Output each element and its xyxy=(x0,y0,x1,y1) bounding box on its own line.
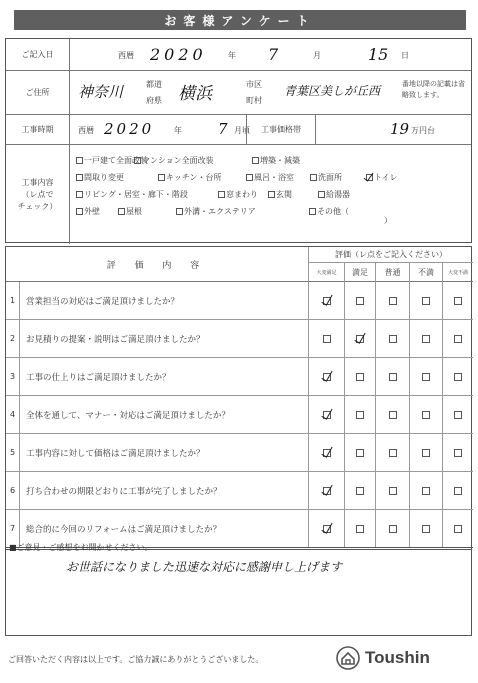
work-item xyxy=(218,189,258,200)
house-icon xyxy=(336,646,360,670)
rating-checkbox[interactable] xyxy=(389,373,397,381)
work-item xyxy=(158,172,221,183)
rating-checkbox[interactable] xyxy=(389,411,397,419)
period-month-value: 7 xyxy=(218,120,228,138)
address-prefecture: 神奈川 xyxy=(78,83,124,101)
rating-checkbox[interactable] xyxy=(454,411,462,419)
work-item-label: リビング・居室・廊下・階段 xyxy=(84,190,188,199)
work-item-checkbox[interactable] xyxy=(134,157,141,164)
question-number: 5 xyxy=(6,434,20,471)
rating-cell xyxy=(375,396,409,433)
work-label-line-2: （レ点で xyxy=(21,189,54,199)
rating-cell xyxy=(308,320,344,357)
address-row xyxy=(6,71,471,115)
option-header: 大変不満 xyxy=(442,263,473,282)
rating-checkbox[interactable] xyxy=(454,487,462,495)
rating-checkbox[interactable] xyxy=(389,487,397,495)
rating-cell xyxy=(442,472,473,509)
rating-checkbox[interactable] xyxy=(389,449,397,457)
rating-cell xyxy=(409,320,442,357)
work-item-checkbox[interactable] xyxy=(309,208,316,215)
date-day-value: 15 xyxy=(368,45,389,64)
work-row xyxy=(6,145,471,244)
option-header: 満足 xyxy=(344,263,375,282)
work-item-label: 外溝・エクステリア xyxy=(184,207,256,216)
rating-cell xyxy=(409,396,442,433)
rating-checkbox[interactable] xyxy=(356,449,364,457)
rating-checkbox[interactable] xyxy=(323,297,331,305)
content-header: 評 価 内 容 xyxy=(106,261,208,271)
work-item-checkbox[interactable] xyxy=(76,157,83,164)
rating-checkbox[interactable] xyxy=(422,373,430,381)
address-city: 横浜 xyxy=(178,84,212,104)
work-other-close: ） xyxy=(384,216,392,225)
work-label xyxy=(6,145,70,244)
info-table xyxy=(5,38,472,243)
work-item-checkbox[interactable] xyxy=(76,208,83,215)
company-logo xyxy=(336,646,430,670)
rating-checkbox[interactable] xyxy=(454,335,462,343)
work-item-label: その他（ xyxy=(317,207,349,216)
rating-cell xyxy=(442,282,473,319)
period-year-value: 2020 xyxy=(104,120,155,138)
question-text: 工事内容に対して価格はご満足頂けましたか？ xyxy=(26,448,205,459)
address-pref-unit-2: 府県 xyxy=(146,96,162,105)
rating-checkbox[interactable] xyxy=(422,525,430,533)
rating-cell xyxy=(442,396,473,433)
option-header: 大変満足 xyxy=(308,263,344,282)
work-item-checkbox[interactable] xyxy=(176,208,183,215)
work-item-checkbox[interactable] xyxy=(318,191,325,198)
rating-checkbox[interactable] xyxy=(389,297,397,305)
work-item xyxy=(246,172,294,183)
work-item-label: 風呂・浴室 xyxy=(254,173,294,182)
rating-checkbox[interactable] xyxy=(454,373,462,381)
work-item xyxy=(318,189,350,200)
rating-cell xyxy=(308,282,344,319)
question-number: 7 xyxy=(6,510,20,547)
question-text: 営業担当の対応はご満足頂けましたか？ xyxy=(26,296,180,307)
work-item xyxy=(252,155,300,166)
date-year-value: 2020 xyxy=(150,45,207,64)
rating-cell xyxy=(409,434,442,471)
work-item-label: 洗面所 xyxy=(318,173,342,182)
question-text: 総合的に今回のリフォームはご満足頂けましたか？ xyxy=(26,524,222,535)
work-item-label: 外壁 xyxy=(84,207,100,216)
rating-cell xyxy=(308,472,344,509)
rating-cell xyxy=(344,396,375,433)
option-header: 普通 xyxy=(375,263,409,282)
rating-cell xyxy=(308,396,344,433)
rating-checkbox[interactable] xyxy=(356,335,364,343)
question-text: 工事の仕上りはご満足頂けましたか？ xyxy=(26,372,171,383)
rating-checkbox[interactable] xyxy=(422,297,430,305)
price-value: 19 xyxy=(390,120,410,138)
comment-text: お世話になりました迅速な対応に感謝申し上げます xyxy=(66,560,343,574)
work-item xyxy=(76,206,100,217)
work-item xyxy=(76,172,124,183)
work-item-label: マンション全面改装 xyxy=(142,156,214,165)
rating-cell xyxy=(442,320,473,357)
rating-checkbox[interactable] xyxy=(389,335,397,343)
price-unit: 万円台 xyxy=(411,126,435,135)
work-item-checkbox[interactable] xyxy=(218,191,225,198)
question-number: 1 xyxy=(6,282,20,319)
rating-cell xyxy=(375,282,409,319)
period-era: 西暦 xyxy=(78,126,94,135)
rating-checkbox[interactable] xyxy=(454,525,462,533)
question-text: 打ち合わせの期限どおりに工事が完了しましたか？ xyxy=(26,486,222,497)
rating-cell xyxy=(344,282,375,319)
rating-checkbox[interactable] xyxy=(323,487,331,495)
rating-checkbox[interactable] xyxy=(323,411,331,419)
work-item xyxy=(176,206,256,217)
date-month-value: 7 xyxy=(268,45,279,64)
address-city-unit-1: 市区 xyxy=(246,80,262,89)
question-number: 6 xyxy=(6,472,20,509)
rating-checkbox[interactable] xyxy=(356,297,364,305)
work-label-line-3: チェック） xyxy=(17,201,58,211)
rating-checkbox[interactable] xyxy=(389,525,397,533)
page-title: お客様アンケート xyxy=(14,10,466,30)
work-item xyxy=(134,155,214,166)
period-row xyxy=(6,115,471,145)
date-row xyxy=(6,39,471,71)
work-item-label: 一戸建て全面改装 xyxy=(84,156,148,165)
rating-cell xyxy=(344,434,375,471)
work-item xyxy=(118,206,142,217)
evaluation-row xyxy=(6,358,473,396)
work-item xyxy=(76,189,188,200)
address-area: 青葉区美しが丘西 xyxy=(284,84,381,98)
work-item xyxy=(366,172,398,183)
date-month-unit: 月 xyxy=(313,51,321,60)
address-label: ご住所 xyxy=(6,71,70,114)
rating-cell xyxy=(409,358,442,395)
work-item-checkbox[interactable] xyxy=(118,208,125,215)
date-year-unit: 年 xyxy=(228,51,236,60)
rating-checkbox[interactable] xyxy=(323,373,331,381)
address-pref-unit-1: 都道 xyxy=(146,80,162,89)
comment-section xyxy=(5,540,472,636)
rating-cell xyxy=(344,472,375,509)
rating-cell xyxy=(344,320,375,357)
rating-cell xyxy=(409,472,442,509)
rating-checkbox[interactable] xyxy=(422,487,430,495)
evaluation-row xyxy=(6,396,473,434)
work-item xyxy=(309,206,349,217)
question-number: 4 xyxy=(6,396,20,433)
rating-cell xyxy=(442,358,473,395)
rating-header: 評価（レ点をご記入ください） xyxy=(308,247,473,263)
work-item-checkbox[interactable] xyxy=(252,157,259,164)
evaluation-row xyxy=(6,282,473,320)
work-item-label: 増築・減築 xyxy=(260,156,300,165)
evaluation-table xyxy=(5,246,472,550)
logo-text: Toushin xyxy=(365,648,430,667)
rating-cell xyxy=(308,434,344,471)
work-item-checkbox[interactable] xyxy=(246,174,253,181)
rating-cell xyxy=(375,358,409,395)
rating-checkbox[interactable] xyxy=(422,449,430,457)
rating-cell xyxy=(375,434,409,471)
work-item-label: 間取り変更 xyxy=(84,173,124,182)
rating-cell xyxy=(409,282,442,319)
work-item-checkbox[interactable] xyxy=(366,174,373,181)
footer-text: ご回答いただく内容は以上です。ご協力誠にありがとうございました。 xyxy=(8,655,264,664)
rating-checkbox[interactable] xyxy=(454,297,462,305)
work-item xyxy=(310,172,342,183)
price-label: 工事価格帯 xyxy=(246,115,316,144)
evaluation-header xyxy=(6,247,473,282)
rating-cell xyxy=(344,358,375,395)
work-item-label: 窓まわり xyxy=(226,190,258,199)
work-item-checkbox[interactable] xyxy=(76,174,83,181)
work-item-checkbox[interactable] xyxy=(158,174,165,181)
comment-label: ■ご意見・ご感想をお聞かせください。 xyxy=(9,543,153,552)
work-item-checkbox[interactable] xyxy=(268,191,275,198)
work-item-checkbox[interactable] xyxy=(310,174,317,181)
period-month-unit: 月頃 xyxy=(234,126,250,135)
work-item-label: 玄関 xyxy=(276,190,292,199)
question-text: お見積りの提案・説明はご満足頂けましたか？ xyxy=(26,334,205,345)
option-header: 不満 xyxy=(409,263,442,282)
rating-checkbox[interactable] xyxy=(323,449,331,457)
rating-checkbox[interactable] xyxy=(323,525,331,533)
question-number: 3 xyxy=(6,358,20,395)
work-item-label: トイレ xyxy=(374,173,398,182)
address-note: 番地以降の記載は省略致します。 xyxy=(402,80,465,99)
work-item-label: 屋根 xyxy=(126,207,142,216)
rating-checkbox[interactable] xyxy=(356,373,364,381)
period-year-unit: 年 xyxy=(174,126,182,135)
evaluation-row xyxy=(6,320,473,358)
evaluation-row xyxy=(6,472,473,510)
work-item-label: 給湯器 xyxy=(326,190,350,199)
rating-cell xyxy=(375,320,409,357)
date-era: 西暦 xyxy=(118,51,134,60)
work-item xyxy=(268,189,292,200)
address-city-unit-2: 町村 xyxy=(246,96,262,105)
date-day-unit: 日 xyxy=(401,51,409,60)
question-text: 全体を通して、マナー・対応はご満足頂けましたか？ xyxy=(26,410,230,421)
rating-checkbox[interactable] xyxy=(422,335,430,343)
rating-checkbox[interactable] xyxy=(422,411,430,419)
rating-cell xyxy=(375,472,409,509)
work-item-label: キッチン・台所 xyxy=(166,173,222,182)
work-item-checkbox[interactable] xyxy=(76,191,83,198)
rating-checkbox[interactable] xyxy=(356,525,364,533)
rating-checkbox[interactable] xyxy=(454,449,462,457)
rating-checkbox[interactable] xyxy=(356,487,364,495)
period-label: 工事時期 xyxy=(6,115,70,144)
rating-cell xyxy=(442,434,473,471)
evaluation-row xyxy=(6,434,473,472)
rating-checkbox[interactable] xyxy=(356,411,364,419)
date-label: ご記入日 xyxy=(6,39,70,70)
rating-cell xyxy=(308,358,344,395)
work-label-line-1: 工事内容 xyxy=(21,177,54,187)
rating-checkbox[interactable] xyxy=(323,335,331,343)
question-number: 2 xyxy=(6,320,20,357)
